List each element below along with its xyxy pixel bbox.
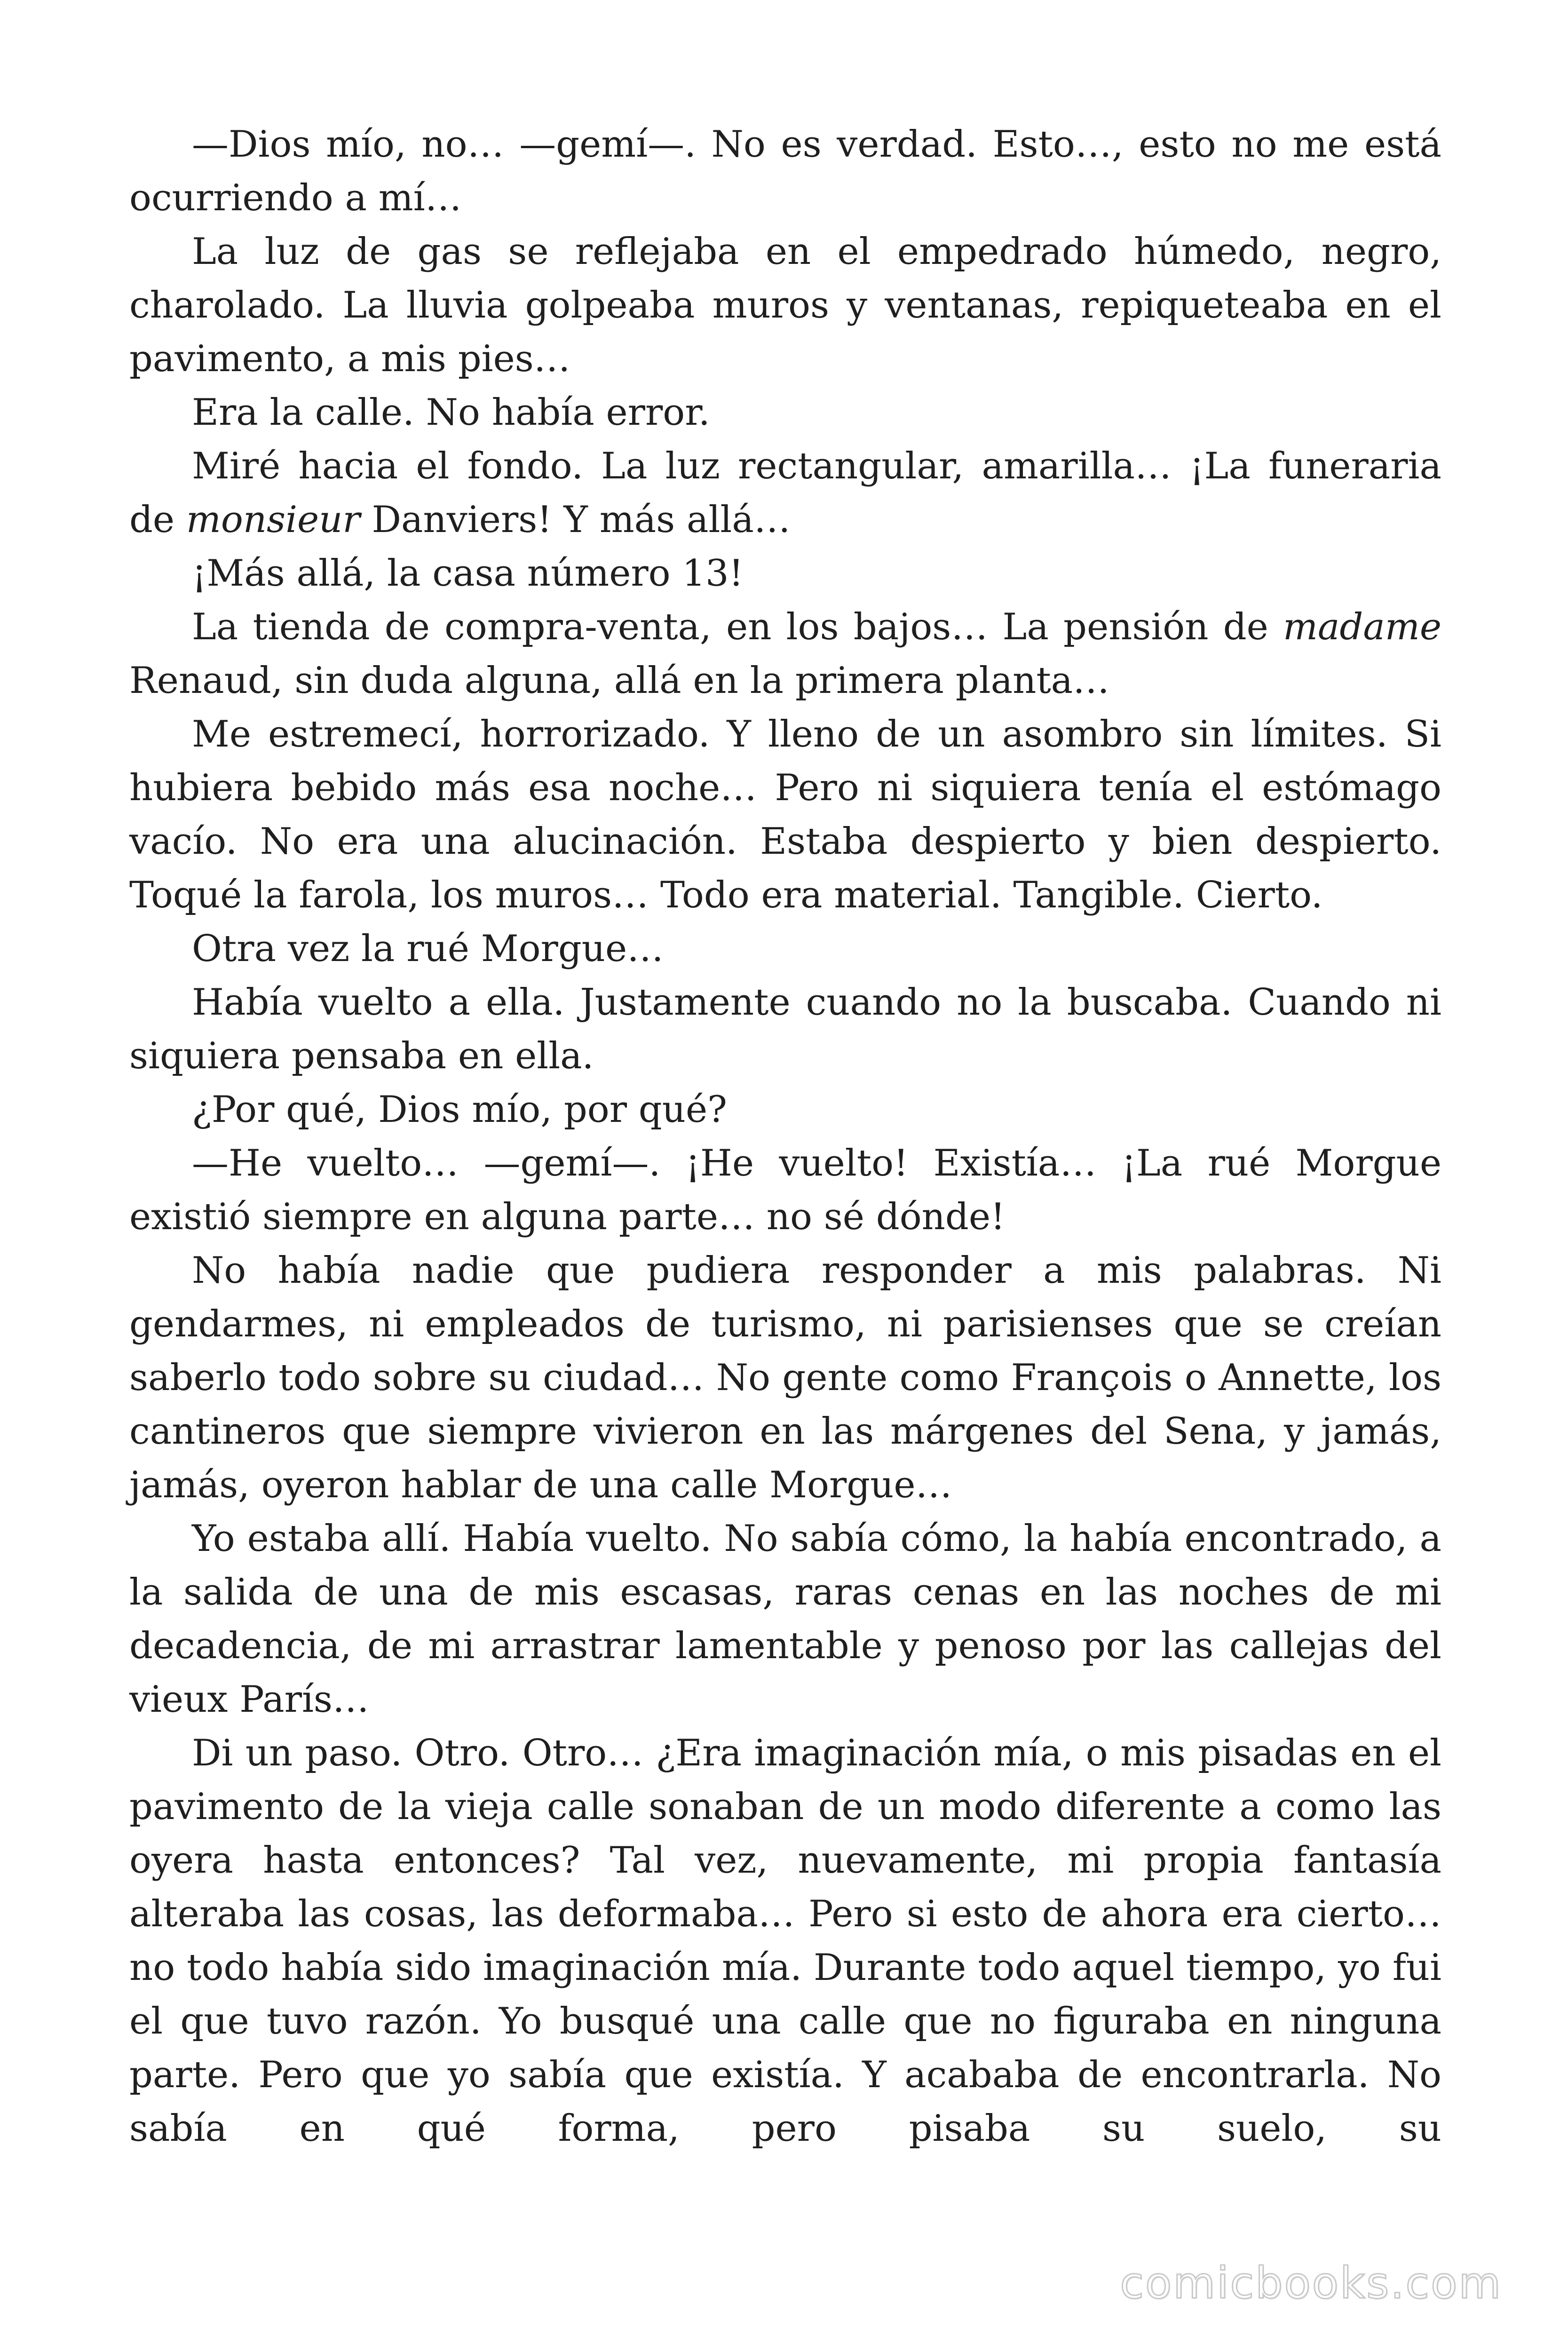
- paragraph-text: Di un paso. Otro. Otro… ¿Era imaginación mía, o mis pisadas en el pavimento de la vieja calle sonaban de un modo diferente a como las oyera hasta entonces? Tal vez, nuevamente, mi propia fantasía alteraba las cosas, las deformaba… Pero si esto de ahora era cierto… no todo había sido imaginación mía. Durante todo aquel tiempo, yo fui el que tuvo razón. Yo busqué una calle que no figuraba en ninguna parte. Pero que yo sabía que existía. Y acababa de encontrarla. No sabía en qué forma, pero pisaba su suelo, su: [129, 1732, 1441, 2150]
- paragraph: [129, 1083, 1441, 1136]
- paragraph-text: —He vuelto… —gemí—. ¡He vuelto! Existía… ¡La rué Morgue existió siempre en alguna parte… no sé dónde!: [129, 1142, 1441, 1238]
- body-text: [129, 118, 1441, 2155]
- paragraph-text: —Dios mío, no… —gemí—. No es verdad. Esto…, esto no me está ocurriendo a mí…: [129, 123, 1441, 219]
- italic-text: madame: [1283, 606, 1441, 648]
- paragraph-text: Miré hacia el fondo. La luz rectangular, amarilla… ¡La funeraria de: [129, 445, 1441, 541]
- paragraph: [129, 547, 1441, 600]
- paragraph-text: Renaud, sin duda alguna, allá en la primera planta…: [129, 660, 1110, 702]
- watermark-logo: comicbooks.com: [1120, 2258, 1502, 2308]
- paragraph-text: ¿Por qué, Dios mío, por qué?: [192, 1089, 727, 1131]
- paragraph: [129, 922, 1441, 976]
- paragraph: [129, 1726, 1441, 2155]
- paragraph: [129, 1512, 1441, 1726]
- paragraph: [129, 439, 1441, 547]
- paragraph: [129, 1244, 1441, 1512]
- paragraph-text: Danviers! Y más allá…: [360, 499, 791, 541]
- paragraph-text: No había nadie que pudiera responder a mis palabras. Ni gendarmes, ni empleados de turismo, ni parisienses que se creían saberlo todo sobre su ciudad… No gente como François o Annette, los cantineros que siempre vivieron en las márgenes del Sena, y jamás, jamás, oyeron hablar de una calle Morgue…: [129, 1249, 1441, 1506]
- paragraph-text: La tienda de compra-venta, en los bajos… La pensión de: [192, 606, 1283, 648]
- paragraph: [129, 707, 1441, 922]
- paragraph-text: Otra vez la rué Morgue…: [192, 928, 664, 970]
- paragraph-text: Yo estaba allí. Había vuelto. No sabía cómo, la había encontrado, a la salida de una de mis escasas, raras cenas en las noches de mi decadencia, de mi arrastrar lamentable y penoso por las callejas del vieux París…: [129, 1518, 1441, 1721]
- paragraph-text: Era la calle. No había error.: [192, 391, 710, 434]
- paragraph-text: La luz de gas se reflejaba en el empedrado húmedo, negro, charolado. La lluvia golpeaba muros y ventanas, repiqueteaba en el pavimento, a mis pies…: [129, 230, 1441, 380]
- paragraph: [129, 1136, 1441, 1244]
- paragraph-text: Me estremecí, horrorizado. Y lleno de un asombro sin límites. Si hubiera bebido más esa noche… Pero ni siquiera tenía el estómago vacío. No era una alucinación. Estaba despierto y bien despierto. Toqué la farola, los muros… Todo era material. Tangible. Cierto.: [129, 713, 1441, 916]
- italic-text: monsieur: [186, 499, 360, 541]
- paragraph: [129, 600, 1441, 707]
- paragraph: [129, 976, 1441, 1083]
- paragraph-text: ¡Más allá, la casa número 13!: [192, 552, 744, 595]
- paragraph: [129, 118, 1441, 225]
- paragraph: [129, 225, 1441, 386]
- paragraph: [129, 386, 1441, 439]
- paragraph-text: Había vuelto a ella. Justamente cuando no la buscaba. Cuando ni siquiera pensaba en ella.: [129, 981, 1441, 1077]
